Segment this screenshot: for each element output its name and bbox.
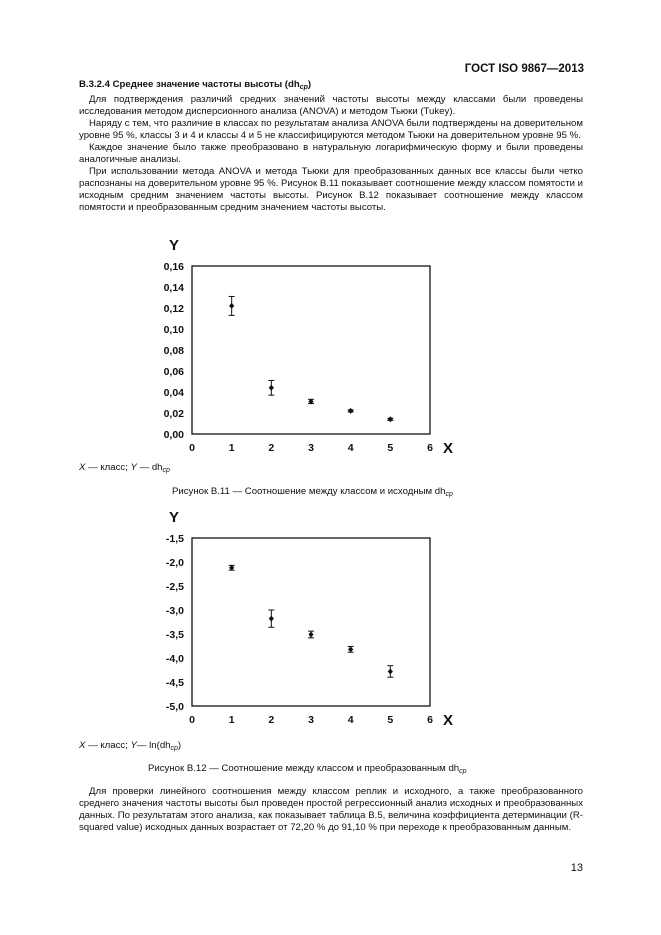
data-point — [388, 416, 393, 422]
y-tick-label: -2,0 — [165, 557, 184, 569]
figure-b11-caption: Рисунок В.11 — Соотношение между классом и исходным $dh_{cp}$ — [172, 486, 453, 498]
y-tick-label: -4,0 — [165, 653, 184, 665]
x-tick-label: 6 — [427, 714, 433, 726]
y-tick-label: 0,10 — [163, 324, 184, 336]
x-tick-label: 1 — [228, 442, 235, 454]
x-tick-label: 6 — [427, 442, 433, 454]
x-tick-label: 2 — [268, 442, 275, 454]
paragraph-1: Для подтверждения различий средних значений частоты высоты между классами были проведены исследования методом дисперсионного анализа (ANOVA) и методом Тьюки (Tukey). — [79, 94, 583, 117]
section-title: Среднее значение частоты высоты (dh — [112, 79, 300, 90]
x-axis-label: X — [442, 712, 454, 729]
x-tick-label: 4 — [347, 714, 354, 726]
y-tick-label: -3,0 — [165, 605, 184, 617]
data-point — [348, 646, 353, 652]
plot-frame — [192, 266, 430, 434]
y-tick-label: -3,5 — [165, 629, 184, 641]
section-number: В.3.2.4 — [79, 79, 110, 90]
y-tick-label: 0,16 — [163, 261, 184, 273]
data-point — [388, 668, 393, 674]
paragraph-5: Для проверки линейного соотношения между классом реплик и исходного, а также преобразованного среднего значения частоты высоты был проведен простой регрессионный анализ исходных и преобразованных данных. По результатам этого анализа, как показывает таблица В.5, величина коэффициента детерминации (R-squared value) исходных данных возрастает от 72,20 % до 91,10 % при переходе к преобразованным данным. — [79, 786, 583, 833]
figure-b12-legend: X — класс; Y— $\ln(dh_{cp})$ — [79, 740, 182, 752]
paragraph-3: Каждое значение было также преобразовано в натуральную логарифмическую форму и были проведены аналогичные анализы. — [79, 142, 583, 165]
y-tick-label: -5,0 — [165, 701, 184, 713]
y-tick-label: 0,00 — [163, 429, 184, 441]
closing-text — [79, 786, 583, 834]
x-tick-label: 0 — [189, 714, 195, 726]
intro-text — [79, 79, 583, 214]
section-heading: В.3.2.4 Среднее значение частоты высоты $(dh_{cp})$ — [79, 79, 312, 91]
x-tick-label: 4 — [347, 442, 354, 454]
y-tick-label: 0,14 — [163, 282, 184, 294]
x-axis-label: X — [442, 440, 454, 457]
figure-b11-legend: X — класс; Y — $dh_{cp}$ — [79, 462, 170, 474]
x-tick-label: 1 — [228, 714, 235, 726]
y-axis-label: Y — [168, 237, 180, 254]
paragraph-4: При использовании метода ANOVA и метода Тьюки для преобразованных данных все классы были четко распознаны на доверительном уровне 95 %. Рисунок В.11 показывает соотношение между классом помятости и исходным средним значением частоты высоты. Рисунок В.12 показывает соотношение между классом помятости и преобразованным средним значением частоты высоты. — [79, 166, 583, 213]
figure-b12-chart — [150, 508, 480, 730]
figure-b12-caption: Рисунок В.12 — Соотношение между классом и преобразованным $dh_{cp}$ — [148, 763, 467, 775]
y-tick-label: -2,5 — [165, 581, 184, 593]
y-axis-label: Y — [168, 509, 180, 526]
standard-header: ГОСТ ISO 9867—2013 — [464, 63, 584, 75]
data-point — [269, 385, 274, 391]
y-tick-label: 0,02 — [163, 408, 184, 420]
y-tick-label: -4,5 — [165, 677, 184, 689]
paragraph-2: Наряду с тем, что различие в классах по результатам анализа ANOVA были подтверждены на доверительном уровне 95 %, классы 3 и 4 и классы 4 и 5 не классифицируются методом Тьюки на доверительном уровне 95 %. — [79, 118, 583, 141]
page-number: 13 — [570, 862, 583, 874]
data-point — [348, 408, 353, 414]
x-tick-label: 3 — [308, 442, 314, 454]
data-point — [269, 616, 274, 622]
figure-b11-chart — [150, 236, 480, 458]
plot-frame — [192, 538, 430, 706]
y-tick-label: 0,12 — [163, 303, 184, 315]
data-point — [229, 303, 234, 309]
x-tick-label: 2 — [268, 714, 275, 726]
y-tick-label: 0,06 — [163, 366, 184, 378]
x-tick-label: 5 — [387, 714, 394, 726]
x-tick-label: 0 — [189, 442, 195, 454]
section-title-sub: cp — [299, 84, 308, 91]
data-point — [308, 631, 313, 637]
y-tick-label: 0,04 — [163, 387, 184, 399]
y-tick-label: 0,08 — [163, 345, 184, 357]
x-tick-label: 3 — [308, 714, 314, 726]
y-tick-label: -1,5 — [165, 533, 184, 545]
x-tick-label: 5 — [387, 442, 394, 454]
